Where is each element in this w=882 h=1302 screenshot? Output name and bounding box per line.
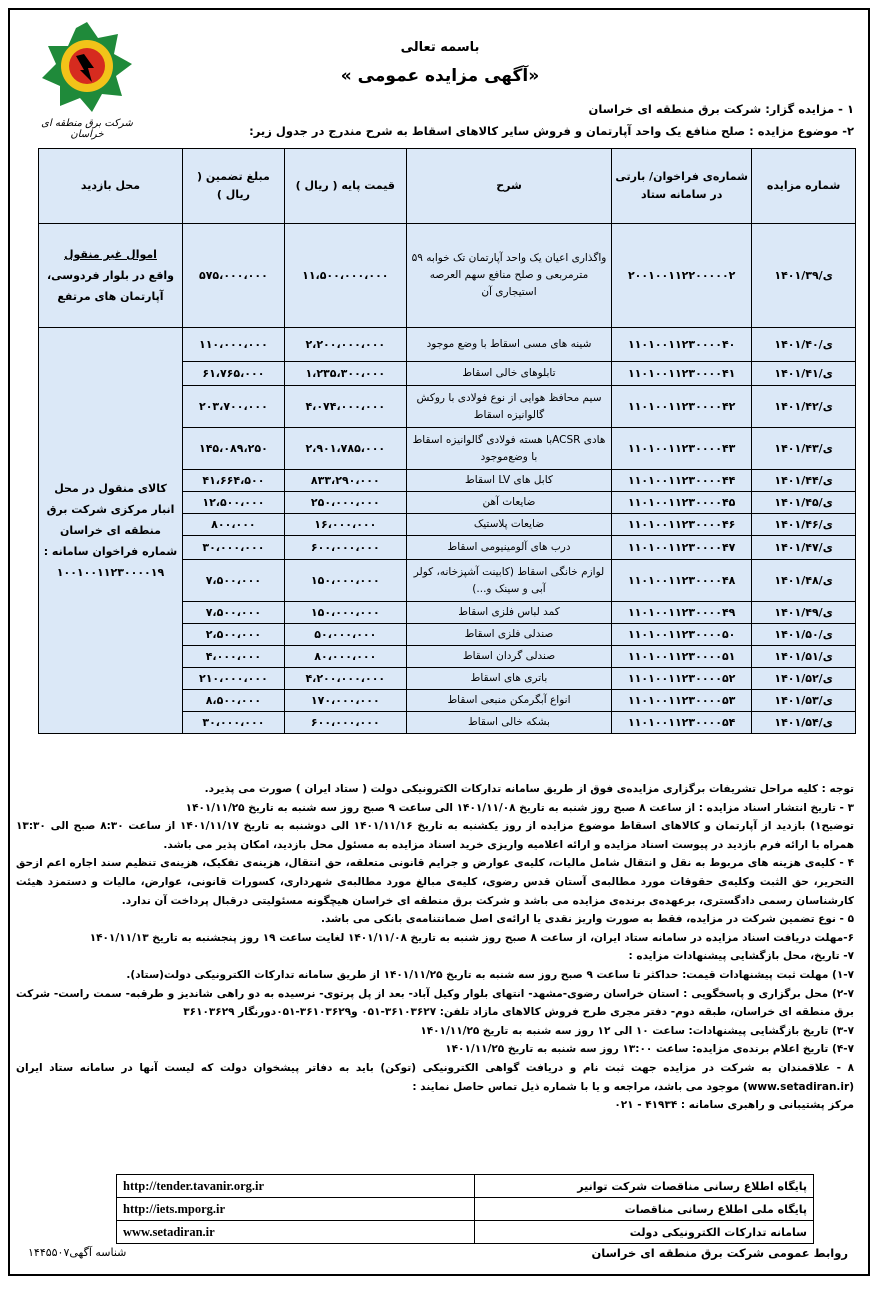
auction-no-cell: ی/۱۴۰۱/۴۲ (752, 386, 856, 428)
note-line: ۳ - تاریخ انتشار اسناد مزایده : از ساعت ۸ صبح روز شنبه به تاریخ ۱۴۰۱/۱۱/۰۸ الی ساعت ۹ صبح روز سه شنبه به تاریخ ۱۴۰۱/۱۱/۲۵ (185, 801, 854, 814)
call-no-cell: ۱۱۰۱۰۰۱۱۲۳۰۰۰۰۴۸ (612, 560, 752, 602)
note-line: ۶-مهلت دریافت اسناد مزایده در سامانه ستاد ایران، از ساعت ۸ صبح روز شنبه به تاریخ ۱۴۰۱/۱۱/۰۸ لغایت ساعت ۱۹ روز پنجشنبه به تاریخ ۱۴۰۱/۱۱/۱۳ (89, 931, 854, 944)
description-cell: انواع آبگرمکن منبعی اسقاط (406, 690, 611, 712)
auction-no-cell: ی/۱۴۰۱/۴۶ (752, 514, 856, 536)
guarantee-cell: ۶۱،۷۶۵،۰۰۰ (182, 362, 284, 386)
description-cell: بشکه خالی اسقاط (406, 712, 611, 734)
header-guarantee: مبلغ تضمین ( ریال ) (182, 149, 284, 224)
header-auction-no: شماره مزایده (752, 149, 856, 224)
immovable-property-location: واقع در بلوار فردوسی، آپارتمان های مرتفع (46, 269, 175, 303)
guarantee-cell: ۷،۵۰۰،۰۰۰ (182, 560, 284, 602)
note-line: ۱-۷) مهلت ثبت پیشنهادات قیمت: حداکثر تا ساعت ۹ صبح روز سه شنبه به تاریخ ۱۴۰۱/۱۱/۲۵ از طریق سامانه تدارکات الکترونیکی دولت(ستاد). (126, 968, 854, 981)
auction-no-cell: ی/۱۴۰۱/۴۰ (752, 328, 856, 362)
call-no-cell: ۱۱۰۱۰۰۱۱۲۳۰۰۰۰۴۷ (612, 536, 752, 560)
description-cell: سیم محافظ هوایی از نوع فولادی با روکش گالوانیزه اسقاط (406, 386, 611, 428)
base-price-cell: ۵۰،۰۰۰،۰۰۰ (284, 624, 406, 646)
auction-table (38, 148, 856, 734)
link-row (117, 1198, 814, 1221)
call-no-cell: ۱۱۰۱۰۰۱۱۲۳۰۰۰۰۵۰ (612, 624, 752, 646)
header-visit-place: محل بازدید (39, 149, 183, 224)
link-label: سامانه تدارکات الکترونیکی دولت (474, 1221, 813, 1244)
notice-frame (8, 8, 870, 1276)
immovable-property-label: اموال غیر منقول (63, 248, 157, 261)
base-price-cell: ۲،۲۰۰،۰۰۰،۰۰۰ (284, 328, 406, 362)
link-row (117, 1175, 814, 1198)
guarantee-cell: ۷،۵۰۰،۰۰۰ (182, 602, 284, 624)
base-price-cell: ۶۰۰،۰۰۰،۰۰۰ (284, 712, 406, 734)
note-line: ۲-۷) محل برگزاری و پاسخگویی : استان خراسان رضوی-مشهد- انتهای بلوار وکیل آباد- بعد از پل پرتوی- نرسیده به دو راهی شاندیز و طرقبه- سمت راست- شرکت برق منطقه ای خراسان، طبقه دوم- دفتر مجری طرح فروش کالاهای مازاد تلفن: ۳۶۱۰۳۶۲۷-۰۵۱ و۳۶۱۰۳۶۲۹-۰۵۱دورنگار ۳۶۱۰۳۶۲۹ (16, 987, 854, 1019)
page-title: «آگهی مزایده عمومی » (340, 66, 540, 86)
call-no-cell: ۱۱۰۱۰۰۱۱۲۳۰۰۰۰۵۱ (612, 646, 752, 668)
description-cell: تابلوهای خالی اسقاط (406, 362, 611, 386)
base-price-cell: ۸۳۳،۲۹۰،۰۰۰ (284, 470, 406, 492)
table-row (39, 328, 856, 362)
link-url[interactable]: www.setadiran.ir (117, 1221, 475, 1244)
company-logo (32, 20, 142, 138)
guarantee-cell: ۱۱۰،۰۰۰،۰۰۰ (182, 328, 284, 362)
auction-no-cell: ی/۱۴۰۱/۴۹ (752, 602, 856, 624)
call-no-cell: ۱۱۰۱۰۰۱۱۲۳۰۰۰۰۴۳ (612, 428, 752, 470)
call-no-cell: ۱۱۰۱۰۰۱۱۲۳۰۰۰۰۴۲ (612, 386, 752, 428)
auction-no-cell: ی/۱۴۰۱/۳۹ (752, 224, 856, 328)
description-cell: درب های آلومینیومی اسقاط (406, 536, 611, 560)
links-table (116, 1174, 814, 1244)
base-price-cell: ۱۱،۵۰۰،۰۰۰،۰۰۰ (284, 224, 406, 328)
logo-emblem-icon (32, 20, 142, 120)
notes-block (16, 780, 854, 1115)
description-cell: ضایعات پلاستیک (406, 514, 611, 536)
call-no-cell: ۱۱۰۱۰۰۱۱۲۳۰۰۰۰۴۴ (612, 470, 752, 492)
call-no-cell: ۱۱۰۱۰۰۱۱۲۳۰۰۰۰۴۹ (612, 602, 752, 624)
visit-place-cell (39, 224, 183, 328)
note-line: ۷- تاریخ، محل بازگشایی پیشنهادات مزایده : (628, 950, 854, 963)
guarantee-cell: ۴،۰۰۰،۰۰۰ (182, 646, 284, 668)
note-line: ۴-۷) تاریخ اعلام برنده‌ی مزایده: ساعت ۱۳:۰۰ روز سه شنبه به تاریخ ۱۴۰۱/۱۱/۲۵ (445, 1043, 854, 1056)
description-cell: صندلی فلزی اسقاط (406, 624, 611, 646)
link-url[interactable]: http://iets.mporg.ir (117, 1198, 475, 1221)
table-row (39, 224, 856, 328)
header-base-price: قیمت پایه ( ریال ) (284, 149, 406, 224)
description-cell: لوازم خانگی اسقاط (کابینت آشپزخانه، کولر آبی و سینک و...) (406, 560, 611, 602)
description-cell: صندلی گردان اسقاط (406, 646, 611, 668)
auction-no-cell: ی/۱۴۰۱/۵۱ (752, 646, 856, 668)
guarantee-cell: ۳۰،۰۰۰،۰۰۰ (182, 712, 284, 734)
bismillah-heading: باسمه تعالی (400, 40, 480, 55)
header-call-no: شماره‌ی فراخوان/ بارتی در سامانه ستاد (612, 149, 752, 224)
guarantee-cell: ۲۰۳،۷۰۰،۰۰۰ (182, 386, 284, 428)
auction-no-cell: ی/۱۴۰۱/۵۴ (752, 712, 856, 734)
movable-goods-location: کالای منقول در محل انبار مرکزی شرکت برق منطقه ای خراسان (46, 482, 175, 537)
auction-no-cell: ی/۱۴۰۱/۵۳ (752, 690, 856, 712)
ad-id: شناسه آگهی۱۴۴۵۵۰۷ (28, 1246, 127, 1259)
description-cell: شینه های مسی اسقاط با وضع موجود (406, 328, 611, 362)
call-no-cell: ۱۱۰۱۰۰۱۱۲۳۰۰۰۰۴۶ (612, 514, 752, 536)
guarantee-cell: ۳۰،۰۰۰،۰۰۰ (182, 536, 284, 560)
call-no-cell: ۱۱۰۱۰۰۱۱۲۳۰۰۰۰۴۰ (612, 328, 752, 362)
description-cell: کابل های LV اسقاط (406, 470, 611, 492)
auction-no-cell: ی/۱۴۰۱/۴۸ (752, 560, 856, 602)
header-description: شرح (406, 149, 611, 224)
description-cell: باتری های اسقاط (406, 668, 611, 690)
call-number-label: شماره فراخوان سامانه : (43, 545, 178, 558)
note-line: توضیح۱) بازدید از آپارتمان و کالاهای اسقاط موضوع مزایده از روز یکشنبه به تاریخ ۱۴۰۱/۱۱/۱۶ الی دوشنبه به تاریخ ۱۴۰۱/۱۱/۱۷ از ساعت ۸:۳۰ صبح الی ۱۳:۳۰ همراه با ارائه فرم بازدید در پیوست اسناد مزایده و ارائه اعلامیه واریزی خرید اسناد مزایده به مسئول محل بازدید، امکان پذیر می باشد. (16, 820, 854, 851)
note-line: ۳-۷) تاریخ بازگشایی پیشنهادات: ساعت ۱۰ الی ۱۲ روز سه شنبه به تاریخ ۱۴۰۱/۱۱/۲۵ (420, 1024, 854, 1037)
note-line: مرکز پشتیبانی و راهبری سامانه : ۴۱۹۳۴ - ۰۲۱ (614, 1099, 854, 1112)
description-cell: ضایعات آهن (406, 492, 611, 514)
auction-no-cell: ی/۱۴۰۱/۵۲ (752, 668, 856, 690)
guarantee-cell: ۸،۵۰۰،۰۰۰ (182, 690, 284, 712)
description-cell: هادی ACSRبا هسته فولادی گالوانیزه اسقاط با وضع‌موجود (406, 428, 611, 470)
note-line: ۴ - کلیه‌ی هزینه های مربوط به نقل و انتقال شامل مالیات، کلیه‌ی عوارض و جرایم قانونی متعلقه، حق انتقال، هزینه‌ی تفکیک، هزینه‌ی تنظیم سند اجاره اعم ازحق التحریر، حق الثبت وکلیه‌ی حقوقات مورد مطالبه‌ی آستان قدس رضوی، کلیه‌ی مبالغ مورد مطالبه‌ی شهرداری، کسورات قانونی، عوارض، مالیات و دستمزد هیئت کارشناسان رسمی دادگستری، برعهده‌ی برنده‌ی مزایده می باشد و شرکت برق منطقه ای خراسان هیچگونه مسئولیتی درقبال پرداخت آن ندارد. (16, 857, 854, 907)
call-no-cell: ۱۱۰۱۰۰۱۱۲۳۰۰۰۰۴۱ (612, 362, 752, 386)
base-price-cell: ۱۶،۰۰۰،۰۰۰ (284, 514, 406, 536)
visit-place-cell (39, 328, 183, 734)
base-price-cell: ۶۰۰،۰۰۰،۰۰۰ (284, 536, 406, 560)
call-no-cell: ۱۱۰۱۰۰۱۱۲۳۰۰۰۰۵۲ (612, 668, 752, 690)
auctioneer-line: ۱ - مزایده گزار: شرکت برق منطقه ای خراسان (588, 102, 854, 116)
intro-block (154, 98, 854, 142)
base-price-cell: ۴،۰۷۴،۰۰۰،۰۰۰ (284, 386, 406, 428)
table-header-row (39, 149, 856, 224)
logo-caption: شرکت برق منطقه ای خراسان (41, 118, 133, 140)
guarantee-cell: ۱۲،۵۰۰،۰۰۰ (182, 492, 284, 514)
base-price-cell: ۲،۹۰۱،۷۸۵،۰۰۰ (284, 428, 406, 470)
subject-line: ۲- موضوع مزایده : صلح منافع یک واحد آپارتمان و فروش سایر کالاهای اسقاط به شرح مندرج در جدول زیر: (249, 124, 854, 138)
note-line: ۵ - نوع تضمین شرکت در مزایده، فقط به صورت واریز نقدی یا ارائه‌ی اصل ضمانتنامه‌ی بانکی می باشد. (320, 913, 854, 926)
public-relations-signature: روابط عمومی شرکت برق منطقه ای خراسان (591, 1246, 848, 1260)
auction-no-cell: ی/۱۴۰۱/۴۳ (752, 428, 856, 470)
call-no-cell: ۲۰۰۱۰۰۱۱۲۲۰۰۰۰۰۲ (612, 224, 752, 328)
auction-no-cell: ی/۱۴۰۱/۴۴ (752, 470, 856, 492)
guarantee-cell: ۱۴۵،۰۸۹،۲۵۰ (182, 428, 284, 470)
auction-no-cell: ی/۱۴۰۱/۴۵ (752, 492, 856, 514)
call-no-cell: ۱۱۰۱۰۰۱۱۲۳۰۰۰۰۵۳ (612, 690, 752, 712)
guarantee-cell: ۵۷۵،۰۰۰،۰۰۰ (182, 224, 284, 328)
guarantee-cell: ۲،۵۰۰،۰۰۰ (182, 624, 284, 646)
auction-no-cell: ی/۱۴۰۱/۴۱ (752, 362, 856, 386)
base-price-cell: ۴،۲۰۰،۰۰۰،۰۰۰ (284, 668, 406, 690)
base-price-cell: ۱۵۰،۰۰۰،۰۰۰ (284, 602, 406, 624)
base-price-cell: ۲۵۰،۰۰۰،۰۰۰ (284, 492, 406, 514)
guarantee-cell: ۴۱،۶۶۴،۵۰۰ (182, 470, 284, 492)
call-number-value: ۱۰۰۱۰۰۱۱۲۳۰۰۰۰۱۹ (56, 566, 165, 579)
link-label: پایگاه ملی اطلاع رسانی مناقصات (474, 1198, 813, 1221)
base-price-cell: ۸۰،۰۰۰،۰۰۰ (284, 646, 406, 668)
guarantee-cell: ۸۰۰،۰۰۰ (182, 514, 284, 536)
base-price-cell: ۱،۲۳۵،۳۰۰،۰۰۰ (284, 362, 406, 386)
description-cell: واگذاری اعیان یک واحد آپارتمان تک خوابه ۵۹ مترمربعی و صلح منافع سهم العرصه استیجاری آن (406, 224, 611, 328)
note-line: توجه : کلیه مراحل تشریفات برگزاری مزایده‌ی فوق از طریق سامانه تدارکات الکترونیکی دولت ( ستاد ایران ) صورت می پذیرد. (204, 783, 854, 795)
link-url[interactable]: http://tender.tavanir.org.ir (117, 1175, 475, 1198)
call-no-cell: ۱۱۰۱۰۰۱۱۲۳۰۰۰۰۴۵ (612, 492, 752, 514)
link-label: پایگاه اطلاع رسانی مناقصات شرکت توانیر (474, 1175, 813, 1198)
auction-no-cell: ی/۱۴۰۱/۵۰ (752, 624, 856, 646)
auction-no-cell: ی/۱۴۰۱/۴۷ (752, 536, 856, 560)
base-price-cell: ۱۵۰،۰۰۰،۰۰۰ (284, 560, 406, 602)
link-row (117, 1221, 814, 1244)
base-price-cell: ۱۷۰،۰۰۰،۰۰۰ (284, 690, 406, 712)
call-no-cell: ۱۱۰۱۰۰۱۱۲۳۰۰۰۰۵۴ (612, 712, 752, 734)
guarantee-cell: ۲۱۰،۰۰۰،۰۰۰ (182, 668, 284, 690)
description-cell: کمد لباس فلزی اسقاط (406, 602, 611, 624)
note-line: ۸ - علاقمندان به شرکت در مزایده جهت ثبت نام و دریافت گواهی الکترونیکی (توکن) باید به دفاتر پیشخوان دولت که لیست آنها در سامانه ستاد ایران (www.setadiran.ir) موجود می باشد، مراجعه و یا با شماره ذیل تماس حاصل نمایند : (16, 1061, 854, 1093)
